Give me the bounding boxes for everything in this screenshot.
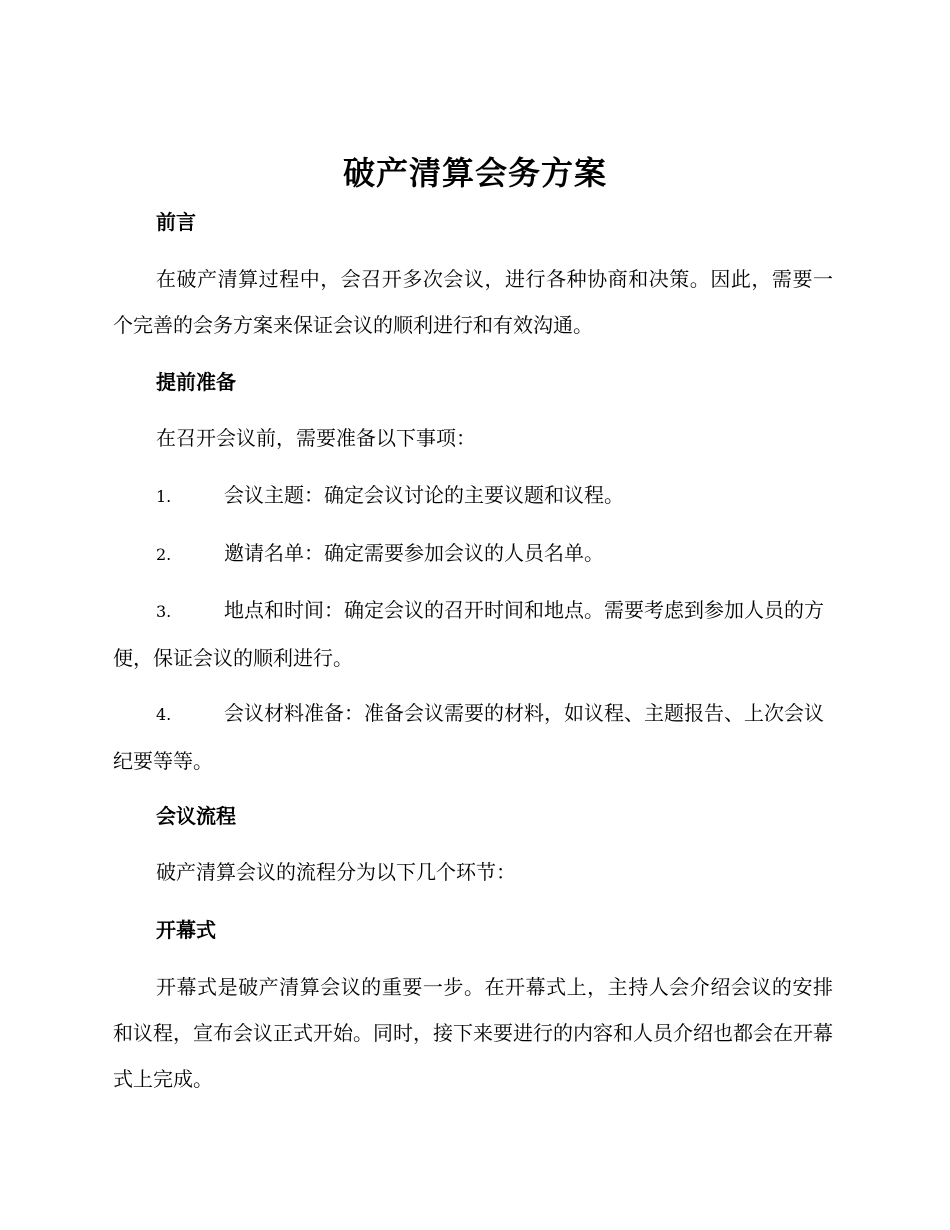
section-heading-preparation: 提前准备 [156,370,236,394]
list-item-number: 4. [156,705,172,724]
list-item [113,530,833,578]
section-heading-process: 会议流程 [156,804,236,828]
list-item-number: 2. [156,545,172,564]
preface-paragraph: 在破产清算过程中，会召开多次会议，进行各种协商和决策。因此，需要一个完善的会务方案来保证会议的顺利进行和有效沟通。 [113,267,833,337]
list-item-text: 邀请名单：确定需要参加会议的人员名单。 [224,541,604,565]
section-heading-opening: 开幕式 [156,918,216,942]
section-heading-preface: 前言 [156,210,196,234]
opening-paragraph: 开幕式是破产清算会议的重要一步。在开幕式上，主持人会介绍会议的安排和议程，宣布会议正式开始。同时，接下来要进行的内容和人员介绍也都会在开幕式上完成。 [113,975,833,1091]
list-item-text: 地点和时间：确定会议的召开时间和地点。需要考虑到参加人员的方便，保证会议的顺利进行。 [113,598,824,670]
list-item-number: 1. [156,487,172,506]
list-item [113,472,833,520]
list-item [113,690,833,784]
list-item [113,587,833,681]
list-item-text: 会议主题：确定会议讨论的主要议题和议程。 [224,483,624,507]
process-intro: 破产清算会议的流程分为以下几个环节： [156,860,516,884]
document-title: 破产清算会务方案 [342,154,607,192]
list-item-number: 3. [156,602,172,621]
preparation-intro: 在召开会议前，需要准备以下事项： [156,426,476,450]
list-item-text: 会议材料准备：准备会议需要的材料，如议程、主题报告、上次会议纪要等等。 [113,701,824,773]
